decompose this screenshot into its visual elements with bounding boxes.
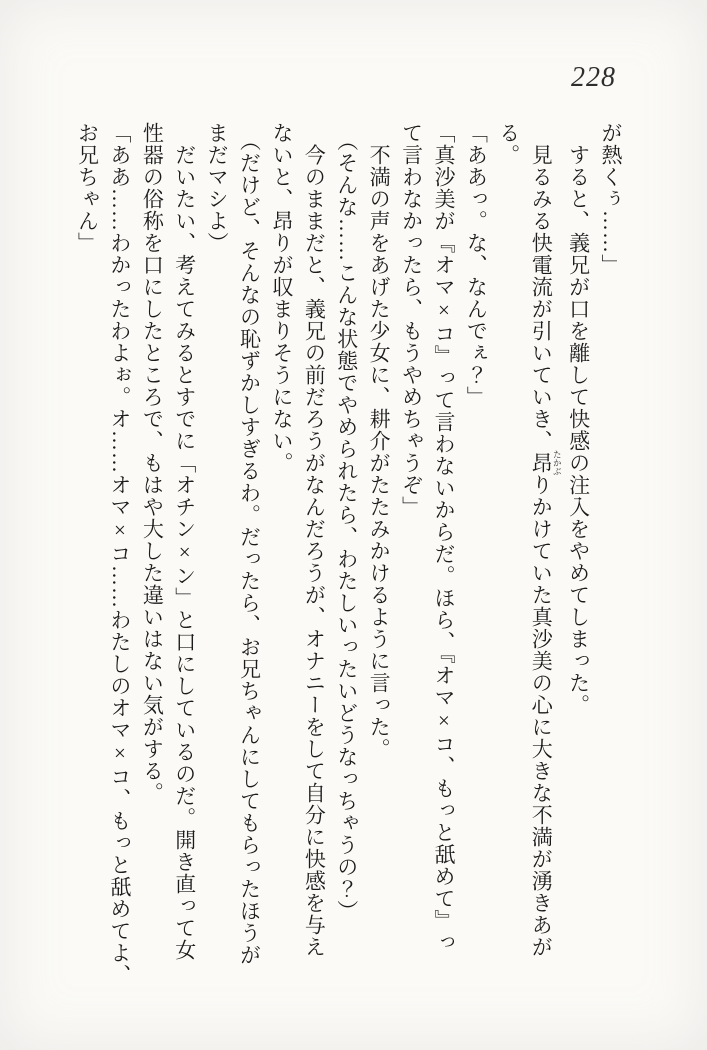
text-column-2: すると、義兄が口を離して快感の注入をやめてしまった。 xyxy=(566,144,591,716)
text-column-1: が熱くぅ……」 xyxy=(599,122,623,276)
text-column-9: （そんな……こんな状態でやめられたら、わたしいったいどうなっちゃうの？） xyxy=(334,130,359,922)
text-column-11: ないと、昂りが収まりそうにない。 xyxy=(269,122,294,474)
text-column-17: お兄ちゃん」 xyxy=(75,122,100,254)
text-column-3: 見るみる快電流が引いていき、昂 たかぶりかけていた真沙美の心に大きな不満が湧きあが xyxy=(529,144,563,958)
text-column-6: 「真沙美が『オマ×コ』って言わないからだ。ほら、『オマ×コ、もっと舐めて』っ xyxy=(431,122,456,954)
text-column-10: 今のままだと、義兄の前だろうがなんだろうが、オナニーをして自分に快感を与え xyxy=(302,144,327,958)
text-column-4: る。 xyxy=(496,122,521,166)
text-column-15: 性器の俗称を口にしたところで、もはや大した違いはない気がする。 xyxy=(140,122,165,804)
text-column-12: （だけど、そんなの恥ずかしすぎるわ。だったら、お兄ちゃんにしてもらったほうが xyxy=(237,130,262,966)
text-column-16: 「ああ……わかったわよぉ。オ……オマ×コ……わたしのオマ×コ、もっと舐めてよ、 xyxy=(107,122,132,986)
text-column-14: だいたい、考えてみるとすでに「オチン×ン」と口にしているのだ。開き直って女 xyxy=(172,144,197,961)
text-column-7: て言わなかったら、もうやめちゃうぞ」 xyxy=(399,122,424,518)
text-column-5: 「ああっ。な、なんでぇ？」 xyxy=(464,122,489,408)
text-column-8: 不満の声をあげた少女に、耕介がたたみかけるように言った。 xyxy=(367,144,392,760)
text-column-13: まだマシよ） xyxy=(205,122,230,254)
furigana-annotation: 昂 たかぶ xyxy=(529,450,563,476)
text-block xyxy=(71,122,627,986)
page-number: 228 xyxy=(571,62,616,93)
